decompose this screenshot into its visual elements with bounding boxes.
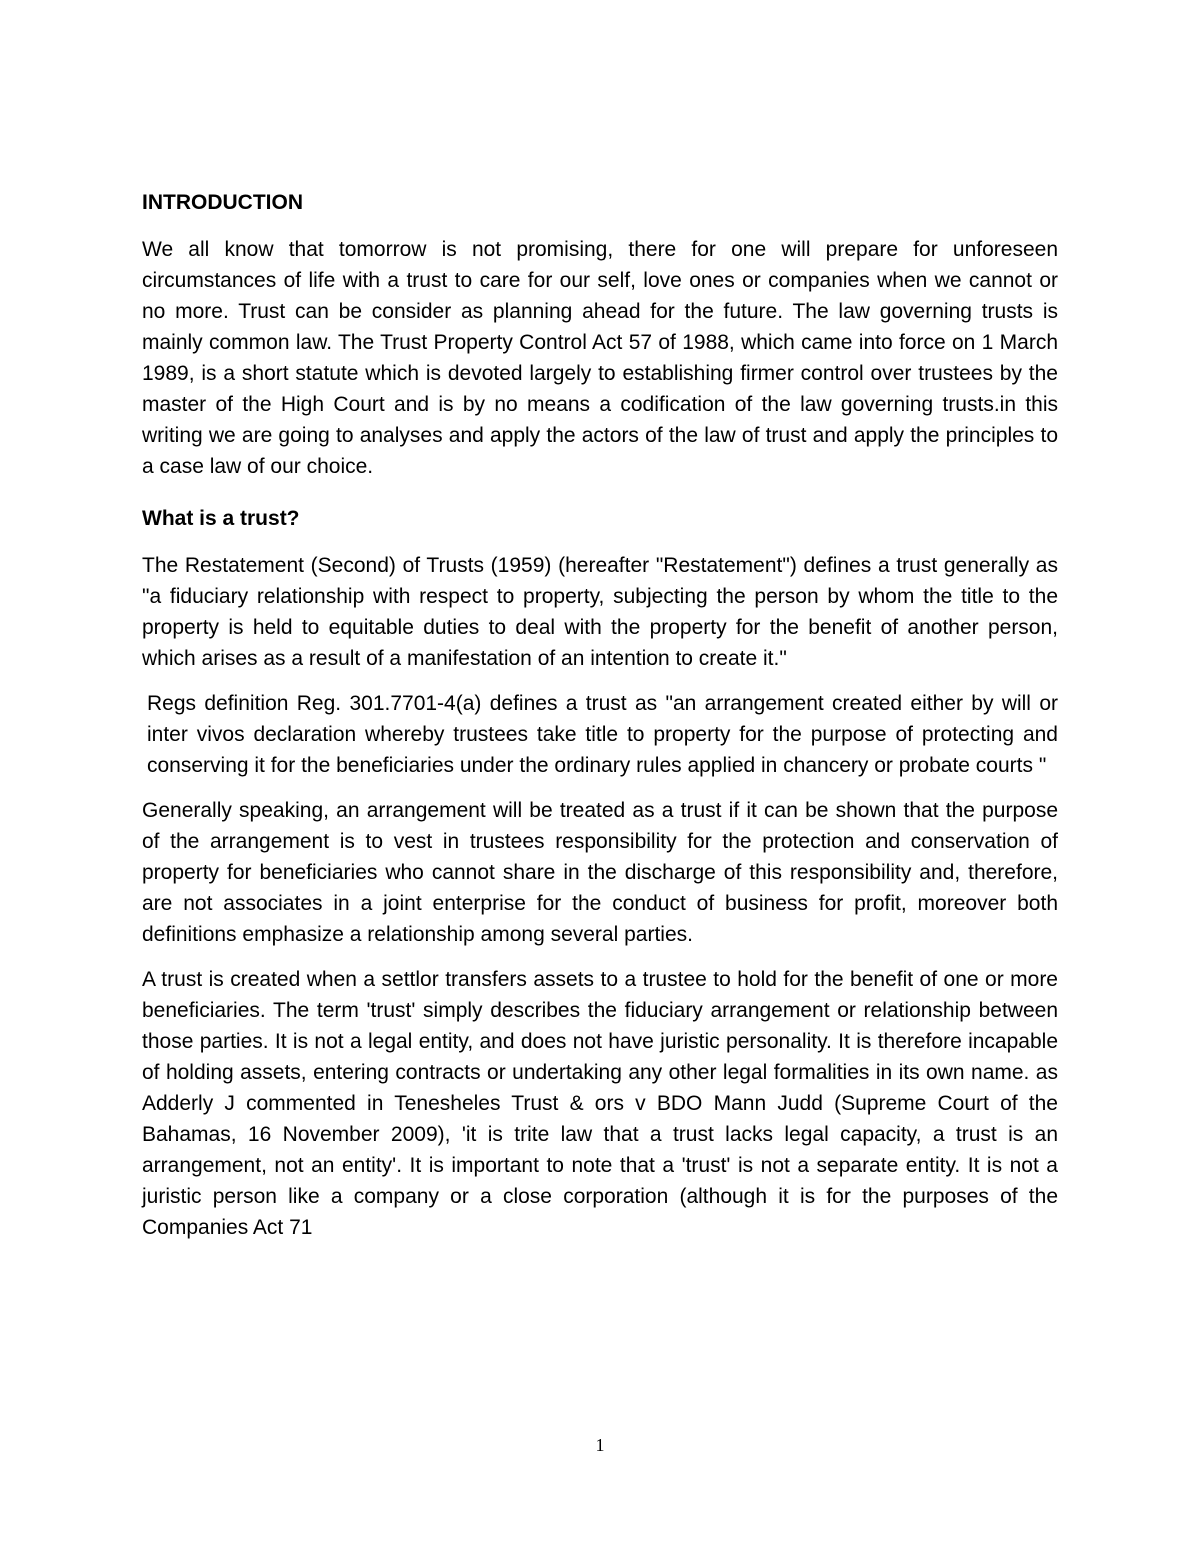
introduction-paragraph: We all know that tomorrow is not promising, there for one will prepare for unforeseen circumstances of life with a trust to care for our self, love ones or companies when we cannot or no more. Trust can be consider as planning ahead for the future. The law governing trusts is mainly common law. The Trust Property Control Act 57 of 1988, which came into force on 1 March 1989, is a short statute which is devoted largely to establishing firmer control over trustees by the master of the High Court and is by no means a codification of the law governing trusts.in this writing we are going to analyses and apply the actors of the law of trust and apply the principles to a case law of our choice.: [142, 238, 1058, 478]
restatement-paragraph: The Restatement (Second) of Trusts (1959) (hereafter "Restatement") defines a trust generally as "a fiduciary relationship with respect to property, subjecting the person by whom the title to the property is held to equitable duties to deal with the property for the benefit of another person, which arises as a result of a manifestation of an intention to create it.": [142, 554, 1058, 670]
document-body: [142, 188, 1058, 1257]
trust-created-paragraph: A trust is created when a settlor transfers assets to a trustee to hold for the benefit of one or more beneficiaries. The term 'trust' simply describes the fiduciary arrangement or relationship between those parties. It is not a legal entity, and does not have juristic personality. It is therefore incapable of holding assets, entering contracts or undertaking any other legal formalities in its own name. as Adderly J commented in Tenesheles Trust & ors v BDO Mann Judd (Supreme Court of the Bahamas, 16 November 2009), 'it is trite law that a trust lacks legal capacity, a trust is an arrangement, not an entity'. It is important to note that a 'trust' is not a separate entity. It is not a juristic person like a company or a close corporation (although it is for the purposes of the Companies Act 71: [142, 968, 1058, 1239]
regs-definition-paragraph: Regs definition Reg. 301.7701-4(a) defines a trust as "an arrangement created either by will or inter vivos declaration whereby trustees take title to property for the purpose of protecting and conserving it for the beneficiaries under the ordinary rules applied in chancery or probate courts ": [147, 692, 1058, 777]
what-is-a-trust-heading: What is a trust?: [142, 507, 300, 530]
generally-speaking-paragraph: Generally speaking, an arrangement will be treated as a trust if it can be shown that the purpose of the arrangement is to vest in trustees responsibility for the protection and conservation of property for beneficiaries who cannot share in the discharge of this responsibility and, therefore, are not associates in a joint enterprise for the conduct of business for profit, moreover both definitions emphasize a relationship among several parties.: [142, 799, 1058, 946]
introduction-heading: INTRODUCTION: [142, 191, 303, 214]
page-number: 1: [595, 1435, 605, 1455]
